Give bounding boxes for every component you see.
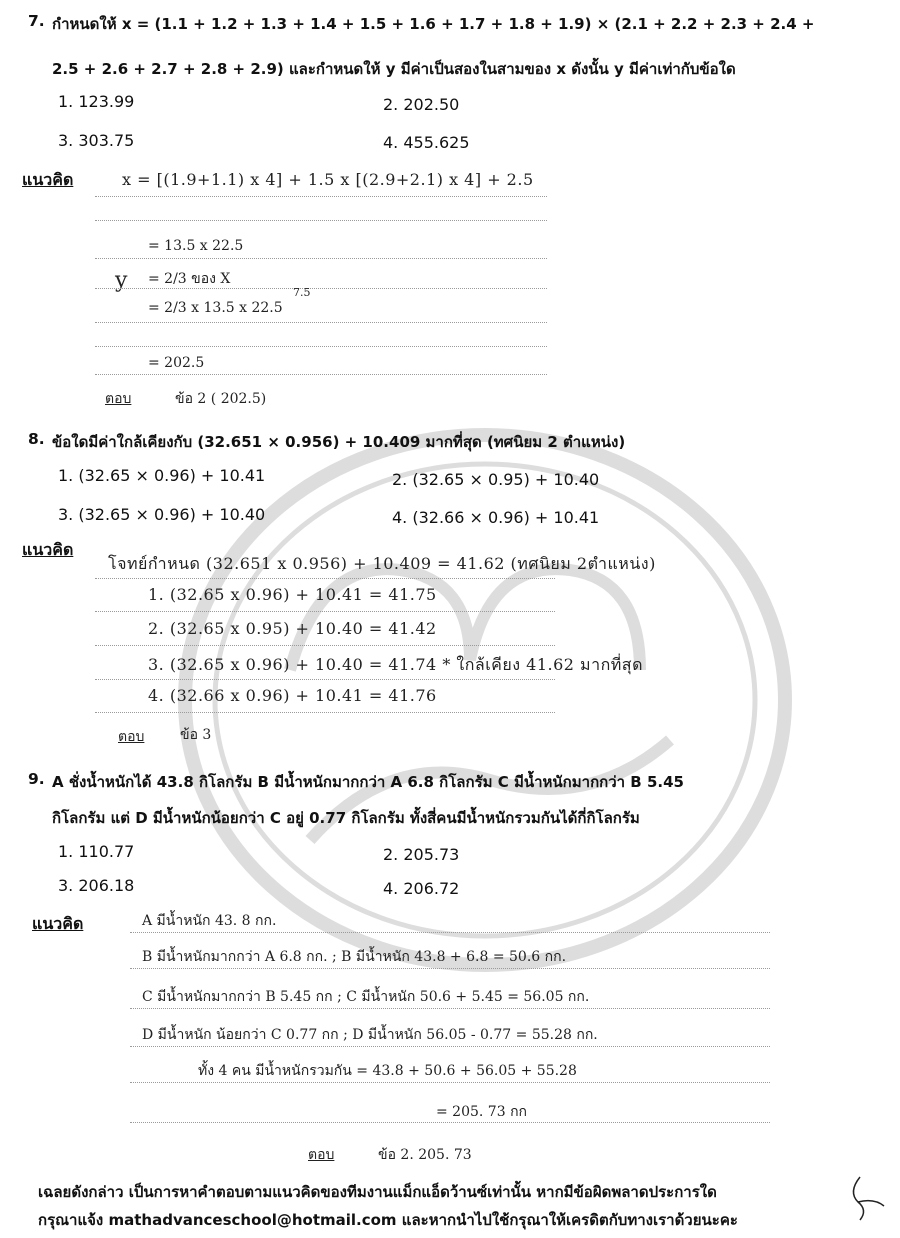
q8-work-row3: 3. (32.65 x 0.96) + 10.40 = 41.74 * ใกล้เคียง 41.62 มากที่สุด bbox=[148, 655, 643, 674]
q8-option-1: 1. (32.65 × 0.96) + 10.41 bbox=[58, 466, 266, 485]
q9-work-line4: D มีน้ำหนัก น้อยกว่า C 0.77 กก ; D มีน้ำหนัก 56.05 - 0.77 = 55.28 กก. bbox=[142, 1027, 598, 1043]
q9-work-line2: B มีน้ำหนักมากกว่า A 6.8 กก. ; B มีน้ำหนัก 43.8 + 6.8 = 50.6 กก. bbox=[142, 949, 567, 965]
q7-answer-label: ตอบ bbox=[105, 391, 132, 407]
q9-answer: ข้อ 2. 205. 73 bbox=[378, 1147, 472, 1163]
q8-option-2: 2. (32.65 × 0.95) + 10.40 bbox=[392, 470, 600, 489]
q9-number: 9. bbox=[28, 770, 45, 788]
q8-work-line1: โจทย์กำหนด (32.651 x 0.956) + 10.409 = 41.62 (ทศนิยม 2ตำแหน่ง) bbox=[108, 554, 656, 573]
q8-work-row2: 2. (32.65 x 0.95) + 10.40 = 41.42 bbox=[148, 619, 437, 638]
q9-work-line3: C มีน้ำหนักมากกว่า B 5.45 กก ; C มีน้ำหนัก 50.6 + 5.45 = 56.05 กก. bbox=[142, 989, 590, 1005]
q8-solution-label: แนวคิด bbox=[22, 540, 74, 559]
q9-work-line6: = 205. 73 กก bbox=[436, 1104, 528, 1120]
q7-question-line2: 2.5 + 2.6 + 2.7 + 2.8 + 2.9) และกำหนดให้ y มีค่าเป็นสองในสามของ x ดังนั้น y มีค่าเท่ากับข้อใด bbox=[52, 60, 736, 78]
q9-solution-label: แนวคิด bbox=[32, 914, 84, 933]
q8-work-row4: 4. (32.66 x 0.96) + 10.41 = 41.76 bbox=[148, 686, 437, 705]
q9-option-1: 1. 110.77 bbox=[58, 842, 135, 861]
q9-option-3: 3. 206.18 bbox=[58, 876, 135, 895]
q9-answer-label: ตอบ bbox=[308, 1147, 335, 1163]
q9-option-4: 4. 206.72 bbox=[383, 879, 460, 898]
q9-question-line1: A ชั่งน้ำหนักได้ 43.8 กิโลกรัม B มีน้ำหนักมากกว่า A 6.8 กิโลกรัม C มีน้ำหนักมากกว่า B 5.45 bbox=[52, 773, 684, 791]
q7-work-line2: = 13.5 x 22.5 bbox=[148, 238, 244, 254]
q7-option-4: 4. 455.625 bbox=[383, 133, 470, 152]
footer-note-line1: เฉลยดังกล่าว เป็นการหาคำตอบตามแนวคิดของทีมงานแม็กแอ็ดว้านซ์เท่านั้น หากมีข้อผิดพลาดประการใด bbox=[38, 1183, 717, 1201]
q9-work-line1: A มีน้ำหนัก 43. 8 กก. bbox=[142, 913, 277, 929]
q7-work-cancel-note: 7.5 bbox=[293, 286, 311, 299]
q8-answer-label: ตอบ bbox=[118, 729, 145, 745]
q9-question-line2: กิโลกรัม แต่ D มีน้ำหนักน้อยกว่า C อยู่ 0.77 กิโลกรัม ทั้งสี่คนมีน้ำหนักรวมกันได้กี่กิโลกรัม bbox=[52, 809, 640, 827]
q8-work-row1: 1. (32.65 x 0.96) + 10.41 = 41.75 bbox=[148, 585, 437, 604]
q9-work-line5: ทั้ง 4 คน มีน้ำหนักรวมกัน = 43.8 + 50.6 + 56.05 + 55.28 bbox=[198, 1063, 577, 1079]
q8-question-line1: ข้อใดมีค่าใกล้เคียงกับ (32.651 × 0.956) + 10.409 มากที่สุด (ทศนิยม 2 ตำแหน่ง) bbox=[52, 433, 626, 451]
q7-work-line4: = 2/3 x 13.5 x 22.5 bbox=[148, 300, 283, 316]
q9-option-2: 2. 205.73 bbox=[383, 845, 460, 864]
q8-option-3: 3. (32.65 × 0.96) + 10.40 bbox=[58, 505, 266, 524]
q7-solution-label: แนวคิด bbox=[22, 170, 74, 189]
signature-mark bbox=[840, 1172, 888, 1232]
q8-option-4: 4. (32.66 × 0.96) + 10.41 bbox=[392, 508, 600, 527]
q7-option-2: 2. 202.50 bbox=[383, 95, 460, 114]
q7-work-line3: = 2/3 ของ X bbox=[148, 271, 231, 287]
q7-work-line1: x = [(1.9+1.1) x 4] + 1.5 x [(2.9+2.1) x 4] + 2.5 bbox=[122, 170, 534, 189]
q7-number: 7. bbox=[28, 12, 45, 30]
q7-answer: ข้อ 2 ( 202.5) bbox=[175, 391, 267, 407]
q7-option-3: 3. 303.75 bbox=[58, 131, 135, 150]
q7-work-line5: = 202.5 bbox=[148, 355, 205, 371]
footer-note-line2: กรุณาแจ้ง mathadvanceschool@hotmail.com และหากนำไปใช้กรุณาให้เครดิตกับทางเราด้วยนะคะ bbox=[38, 1211, 738, 1229]
q7-question-line1: กำหนดให้ x = (1.1 + 1.2 + 1.3 + 1.4 + 1.5 + 1.6 + 1.7 + 1.8 + 1.9) × (2.1 + 2.2 + 2.3 + 2.4 + bbox=[52, 15, 815, 33]
q8-answer: ข้อ 3 bbox=[180, 727, 212, 743]
q8-number: 8. bbox=[28, 430, 45, 448]
q7-work-y: y bbox=[115, 268, 128, 293]
q7-option-1: 1. 123.99 bbox=[58, 92, 135, 111]
